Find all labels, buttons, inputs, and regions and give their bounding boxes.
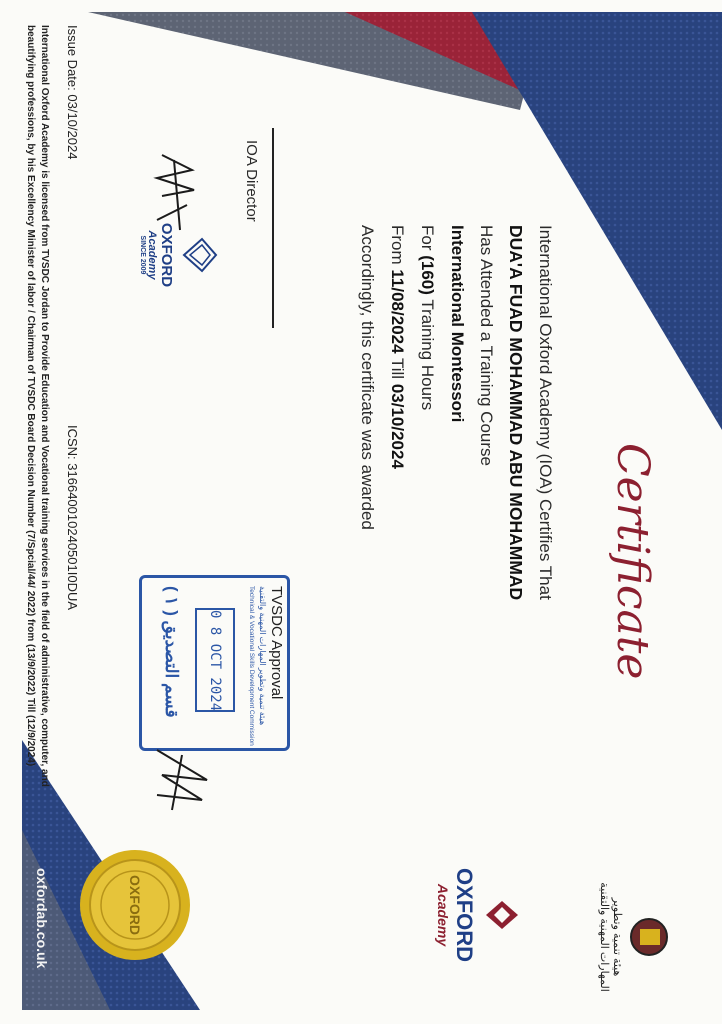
- header-oxford-logo: [435, 845, 522, 985]
- gold-seal: [77, 848, 192, 963]
- website-link[interactable]: oxfordab.co.uk: [34, 868, 50, 969]
- stamp-title: TVSDC Approval: [268, 586, 285, 700]
- course-name: International Montessori: [448, 225, 467, 423]
- license-text-line1: International Oxford Academy is licensed from TVSDC Jordan to Provide Education and Vocational training services in the field of administrative, computer, and: [39, 25, 50, 787]
- certificate-title: Certificate: [607, 443, 658, 680]
- signature-line: [272, 128, 274, 328]
- stamp-footer-arabic: قسم التصديق ( ١ ): [162, 586, 181, 718]
- icsn-code: ICSN: 316640010240501I0DUA: [65, 425, 80, 611]
- director-title: IOA Director: [243, 140, 260, 222]
- stamp-english-sub: Technical & Vocational Skills Development Commission: [248, 586, 255, 746]
- header-oxford-word: OXFORD: [452, 867, 477, 963]
- attended-text: Has Attended a Training Course: [477, 225, 496, 466]
- header-arabic-line2: المهارات المهنية والتقنية: [598, 882, 610, 992]
- issue-date: Issue Date: 03/10/2024: [65, 25, 80, 160]
- header-academy-word: Academy: [435, 883, 451, 947]
- stamp-signature: [137, 740, 217, 820]
- license-text-line2: beautifying professions, by his Excellency Minister of labor / Chairman of TVSDC Board Decision Number (7/Spcial/44/ 2022) from (13/9/2022) Till (12/9/2024): [25, 25, 36, 767]
- dates-line: [387, 225, 407, 469]
- seal-text: OXFORD: [127, 875, 143, 935]
- header-logo-block: [598, 862, 674, 1012]
- recipient-name: DUA'A FUAD MOHAMMAD ABU MOHAMMAD: [506, 225, 526, 601]
- stamp-arabic-sub: هيئة تنمية وتطوير المهارات المهنية والتقنية: [258, 586, 267, 726]
- till-date: 03/10/2024: [388, 383, 407, 469]
- hours-value: (160): [418, 255, 437, 295]
- hours-line: [417, 225, 437, 410]
- since-tagline: SINCE 2009: [139, 235, 146, 275]
- oxford-emblem-icon: [482, 895, 522, 935]
- academy-word: Academy: [146, 230, 158, 280]
- hours-suffix: Training Hours: [418, 299, 437, 411]
- from-label: From: [388, 225, 407, 265]
- awarded-text: Accordingly, this certificate was awarded: [358, 225, 377, 530]
- tvsdc-approval-stamp: [139, 575, 290, 751]
- oxford-director-logo: [130, 215, 220, 295]
- from-date: 11/08/2024: [388, 269, 407, 354]
- stamp-date: 0 8 OCT 2024: [195, 608, 235, 712]
- oxford-word: OXFORD: [158, 222, 175, 288]
- coat-of-arms-icon: [624, 912, 674, 962]
- hours-prefix: For: [418, 225, 437, 251]
- intro-text: International Oxford Academy (IOA) Certifies That: [536, 225, 555, 600]
- header-arabic-line1: هيئة تنمية وتطوير: [611, 897, 623, 977]
- oxford-shield-icon: [180, 215, 220, 295]
- till-label: Till: [388, 357, 407, 380]
